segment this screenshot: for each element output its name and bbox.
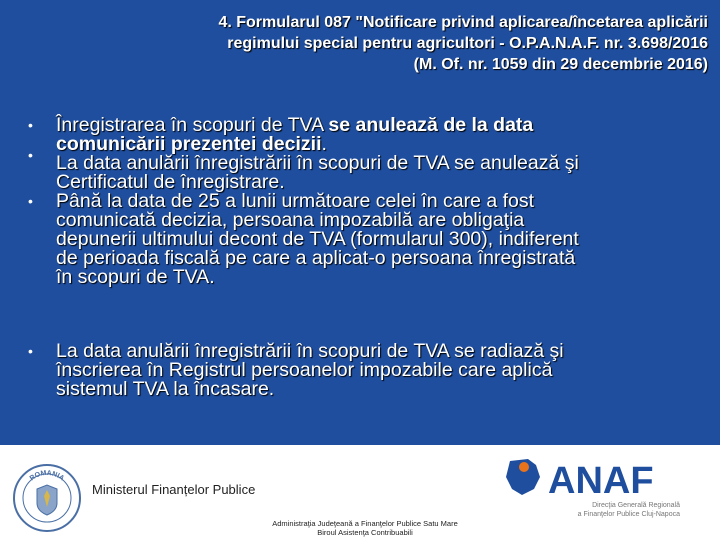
bullet-line: La data anulării înregistrării în scopuri de TVA se radiază şi bbox=[56, 340, 564, 362]
bullet-text bbox=[56, 342, 711, 399]
anaf-sub-line: Direcţia Generală Regională bbox=[592, 502, 680, 509]
bullet-line: Până la data de 25 a lunii următoare celei în care a fost bbox=[56, 190, 535, 212]
bullet-text bbox=[56, 116, 711, 154]
footer-administration: Administraţia Judeţeană a Finanţelor Publice Satu Mare bbox=[272, 519, 458, 528]
bullet-line: comunicată decizia, persoana impozabilă are obligaţia bbox=[56, 209, 525, 231]
ministry-name: Ministerul Finanțelor Publice bbox=[92, 482, 256, 497]
footer-center-text bbox=[230, 519, 500, 537]
bullet-line: de perioada fiscală pe care a aplicat-o persoana înregistrată bbox=[56, 247, 576, 269]
bullet-line: sistemul TVA la încasare. bbox=[56, 378, 275, 400]
footer bbox=[0, 445, 720, 540]
footer-office: Biroul Asistenţa Contribuabili bbox=[317, 528, 413, 537]
bullet-text bbox=[56, 192, 711, 287]
bullet-marker: • bbox=[28, 117, 33, 133]
bullet-line: La data anulării înregistrării în scopuri de TVA se anulează şi bbox=[56, 152, 579, 174]
bullet-marker: • bbox=[28, 147, 33, 163]
slide-title bbox=[88, 12, 708, 75]
bullet-line: în scopuri de TVA. bbox=[56, 266, 215, 288]
bullet-line: Certificatul de înregistrare. bbox=[56, 171, 285, 193]
bullet-marker: • bbox=[28, 343, 33, 359]
bullet-text bbox=[56, 154, 711, 192]
map-dot-icon bbox=[519, 462, 529, 472]
romania-crest-icon bbox=[12, 463, 82, 533]
title-line-3: (M. Of. nr. 1059 din 29 decembrie 2016) bbox=[413, 56, 708, 73]
bullet-line-bold: comunicării prezentei decizii bbox=[56, 133, 322, 155]
crest-text: ROMANIA bbox=[28, 469, 66, 483]
bullet-marker: • bbox=[28, 193, 33, 209]
anaf-sub-line: a Finanţelor Publice Cluj-Napoca bbox=[577, 511, 680, 518]
title-line-2: regimului special pentru agricultori - O.P.A.N.A.F. nr. 3.698/2016 bbox=[227, 35, 708, 52]
anaf-subtitle bbox=[540, 501, 680, 519]
title-line-1: 4. Formularul 087 "Notificare privind aplicarea/încetarea aplicării bbox=[218, 14, 708, 31]
bullet-line: înscrierea în Registrul persoanelor impozabile care aplică bbox=[56, 359, 553, 381]
bullet-line-bold: se anulează de la data bbox=[328, 114, 534, 136]
bullet-line-regular: Înregistrarea în scopuri de TVA bbox=[56, 114, 329, 136]
anaf-logo bbox=[500, 455, 680, 501]
bullet-line-regular: . bbox=[321, 133, 327, 155]
anaf-logo-text: ANAF bbox=[548, 460, 654, 501]
bullet-line: depunerii ultimului decont de TVA (formularul 300), indiferent bbox=[56, 228, 579, 250]
